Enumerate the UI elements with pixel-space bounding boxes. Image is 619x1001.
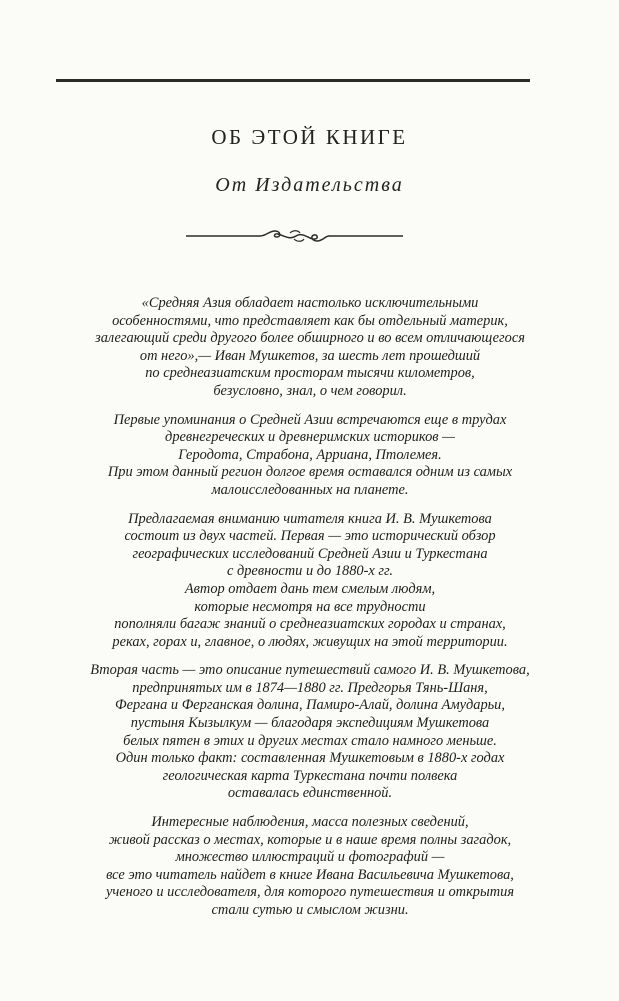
text-line: геологическая карта Туркестана почти полвека	[162, 767, 458, 784]
text-line: древнегреческих и древнеримских историков —	[165, 429, 455, 446]
paragraph-3	[60, 511, 560, 652]
text-line: пустыня Кызылкум — благодаря экспедициям Мушкетова	[130, 715, 490, 732]
text-line: которые несмотря на все трудности	[194, 598, 426, 615]
text-line: Один только факт: составленная Мушкетовым в 1880-х годах	[115, 750, 505, 767]
paragraph-2	[60, 412, 560, 500]
text-line: оставалась единственной.	[227, 785, 393, 802]
text-line: множество иллюстраций и фотографий —	[175, 849, 445, 866]
text-line: географических исследований Средней Азии и Туркестана	[132, 545, 488, 562]
text-line: состоит из двух частей. Первая — это исторический обзор	[124, 528, 496, 545]
text-line: «Средняя Азия обладает настолько исключительными	[141, 295, 479, 311]
text-line: Вторая часть — это описание путешествий самого И. В. Мушкетова,	[90, 662, 530, 679]
text-line: Фергана и Ферганская долина, Памиро-Алай, долина Амударьи,	[115, 697, 505, 714]
page-title: ОБ ЭТОЙ КНИГЕ	[211, 125, 408, 149]
text-line: предпринятых им в 1874—1880 гг. Предгорья Тянь-Шаня,	[132, 679, 488, 696]
text-line: пополняли багаж знаний о среднеазиатских городах и странах,	[114, 616, 506, 633]
paragraph-4	[60, 662, 560, 803]
text-line: залегающий среди другого более обширного и во всем отличающегося	[95, 330, 525, 347]
top-rule	[56, 79, 530, 82]
page-subtitle: От Издательства	[215, 174, 404, 196]
paragraph-1	[60, 295, 560, 401]
text-line: от него»,— Иван Мушкетов, за шесть лет прошедший	[139, 347, 481, 364]
text-line: по среднеазиатским просторам тысячи километров,	[145, 365, 475, 382]
paragraph-5	[60, 814, 560, 920]
text-line: Интересные наблюдения, масса полезных сведений,	[151, 814, 469, 831]
flourish-divider-icon	[186, 228, 403, 244]
body-text	[60, 295, 560, 931]
text-line: Автор отдает дань тем смелым людям,	[184, 580, 436, 597]
text-line: ученого и исследователя, для которого путешествия и открытия	[105, 884, 515, 901]
text-line: Первые упоминания о Средней Азии встречаются еще в трудах	[113, 411, 507, 428]
text-line: с древности и до 1880-х гг.	[226, 563, 394, 580]
text-line: белых пятен в этих и других местах стало намного меньше.	[123, 732, 497, 749]
text-line: все это читатель найдет в книге Ивана Васильевича Мушкетова,	[106, 866, 514, 883]
text-line: безусловно, знал, о чем говорил.	[213, 382, 407, 399]
text-line: реках, горах и, главное, о людях, живущих на этой территории.	[112, 633, 508, 650]
text-line: живой рассказ о местах, которые и в наше время полны загадок,	[108, 831, 512, 848]
text-line: малоисследованных на планете.	[211, 481, 409, 498]
text-line: При этом данный регион долгое время оставался одним из самых	[107, 464, 513, 481]
text-line: стали сутью и смыслом жизни.	[211, 902, 409, 918]
text-line: особенностями, что представляет как бы отдельный материк,	[112, 312, 508, 329]
text-line: Предлагаемая вниманию читателя книга И. В. Мушкетова	[128, 510, 492, 527]
text-line: Геродота, Страбона, Арриана, Птолемея.	[178, 446, 442, 463]
